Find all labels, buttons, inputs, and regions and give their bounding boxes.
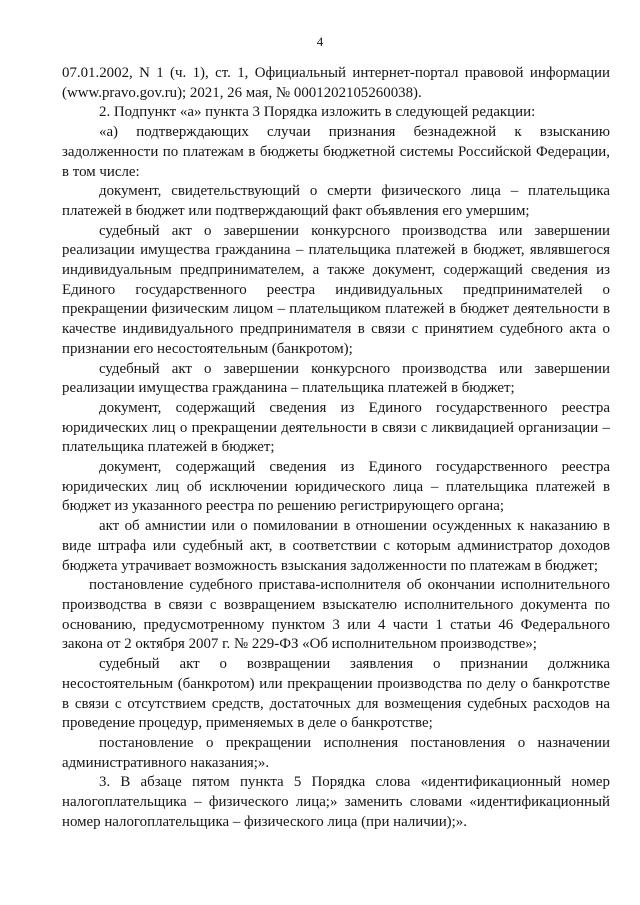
page-number: 4 <box>316 34 324 49</box>
paragraph-amendment-3: 3. В абзаце пятом пункта 5 Порядка слова «идентификационный номер налогоплательщика – физического лица;» заменить словами «идентификационный номер налогоплательщика – физического лица (при наличии);». <box>62 774 610 830</box>
paragraph-bankruptcy-citizen: судебный акт о завершении конкурсного производства или завершении реализации имущества гражданина – плательщика платежей в бюджет; <box>62 360 610 397</box>
document-body <box>62 64 610 832</box>
paragraph-continuation: 07.01.2002, N 1 (ч. 1), ст. 1, Официальный интернет-портал правовой информации (www.pravo.gov.ru); 2021, 26 мая, № 0001202105260038). <box>62 65 610 101</box>
paragraph-amendment-2: 2. Подпункт «а» пункта 3 Порядка изложить в следующей редакции: <box>99 104 536 121</box>
paragraph-termination: постановление о прекращении исполнения постановления о назначении административного наказания;». <box>62 734 610 771</box>
paragraph-bankruptcy-entrepreneur: судебный акт о завершении конкурсного производства или завершении реализации имущества гражданина – плательщика платежей в бюджет, являвшегося индивидуальным предпринимателем, а также документ, содержащий сведения из Единого государственного реестра индивидуальных предпринимателей о прекращении физическим лицом – плательщиком платежей в бюджет деятельности в качестве индивидуального предпринимателя в связи с принятием судебного акта о признании его несостоятельным (банкротом); <box>62 222 610 357</box>
paragraph-exclusion: документ, содержащий сведения из Единого государственного реестра юридических лиц об исключении юридического лица – плательщика платежей в бюджет из указанного реестра по решению регистрирующего органа; <box>62 459 610 515</box>
paragraph-liquidation: документ, содержащий сведения из Единого государственного реестра юридических лиц о прекращении деятельности в связи с ликвидацией организации – плательщика платежей в бюджет; <box>62 399 610 456</box>
paragraph-bailiff: постановление судебного пристава-исполнителя об окончании исполнительного производства в связи с возвращением взыскателю исполнительного документа по основанию, предусмотренному пунктом 3 или 4 части 1 статьи 46 Федерального закона от 2 октября 2007 г. № 229-ФЗ «Об исполнительном производстве»; <box>62 577 610 653</box>
paragraph-death-document: документ, свидетельствующий о смерти физического лица – плательщика платежей в бюджет или подтверждающий факт объявления его умершим; <box>62 183 610 219</box>
paragraph-subitem-a: «а) подтверждающих случаи признания безнадежной к взысканию задолженности по платежам в бюджеты бюджетной системы Российской Федерации, в том числе: <box>62 124 610 180</box>
paragraph-amnesty: акт об амнистии или о помиловании в отношении осужденных к наказанию в виде штрафа или судебный акт, в соответствии с которым администратор доходов бюджета утрачивает возможность взыскания задолженности по платежам в бюджет; <box>62 518 610 574</box>
paragraph-returned-application: судебный акт о возвращении заявления о признании должника несостоятельным (банкротом) или прекращении производства по делу о банкротстве в связи с отсутствием средств, достаточных для возмещения судебных расходов на проведение процедур, применяемых в деле о банкротстве; <box>62 656 610 732</box>
